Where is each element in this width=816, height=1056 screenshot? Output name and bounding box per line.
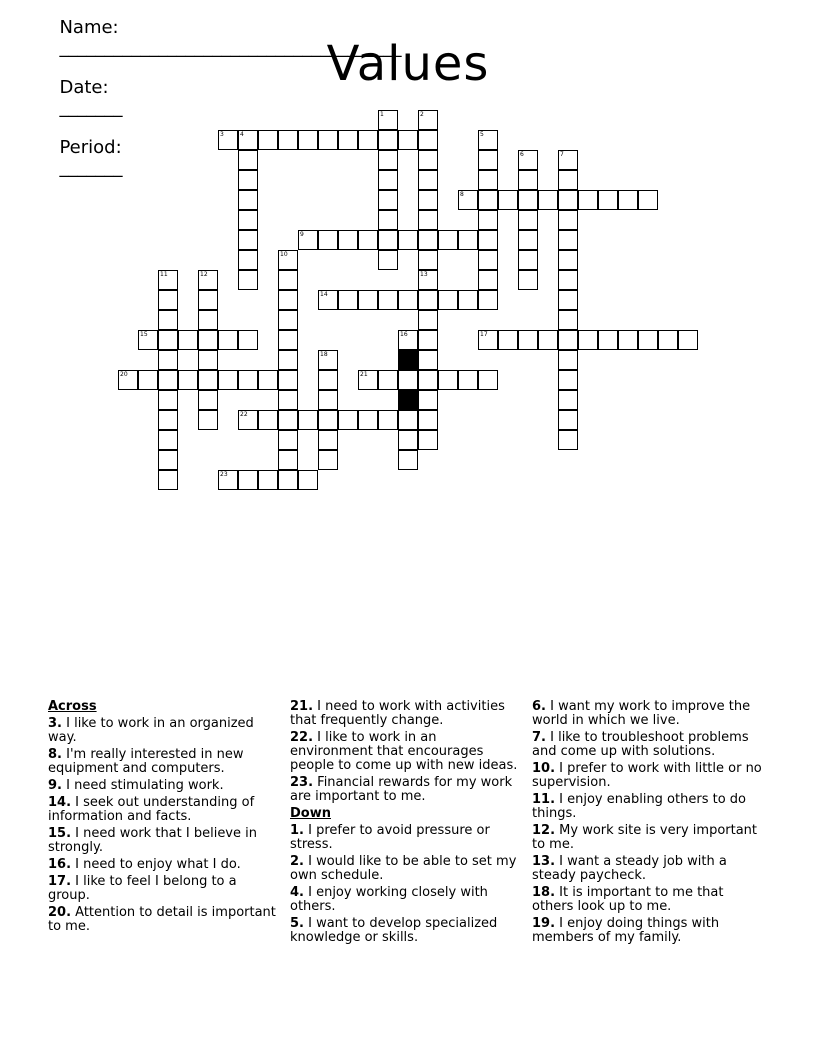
clue-item: 15. I need work that I believe in strongly. <box>48 826 257 855</box>
clue-number: 15 <box>140 331 148 338</box>
crossword-cell[interactable] <box>498 190 518 210</box>
crossword-cell[interactable] <box>478 130 498 150</box>
clue-number: 6 <box>520 151 524 158</box>
crossword-cell[interactable] <box>558 430 578 450</box>
crossword-cell[interactable] <box>318 230 338 250</box>
clue-item: 1. I prefer to avoid pressure or stress. <box>290 823 490 852</box>
crossword-cell[interactable] <box>658 330 678 350</box>
crossword-cell[interactable] <box>518 230 538 250</box>
crossword-cell[interactable] <box>478 170 498 190</box>
crossword-cell[interactable] <box>158 270 178 290</box>
crossword-cell[interactable] <box>378 150 398 170</box>
period-label: Period: <box>59 137 122 158</box>
clue-number: 22 <box>240 411 248 418</box>
crossword-cell[interactable] <box>478 150 498 170</box>
clue-item: 9. I need stimulating work. <box>48 778 224 793</box>
page-title: Values <box>326 36 490 92</box>
clue-item: 18. It is important to me that others look up to me. <box>532 885 724 914</box>
crossword-cell[interactable] <box>558 250 578 270</box>
crossword-cell[interactable] <box>418 250 438 270</box>
clue-item: 4. I enjoy working closely with others. <box>290 885 488 914</box>
clue-item: 23. Financial rewards for my work are important to me. <box>290 775 513 804</box>
crossword-cell[interactable] <box>378 370 398 390</box>
period-blank[interactable]: _______ <box>59 157 123 178</box>
crossword-cell[interactable] <box>178 330 198 350</box>
clue-heading: Across <box>48 699 97 714</box>
crossword-cell[interactable] <box>198 290 218 310</box>
crossword-cell[interactable] <box>478 250 498 270</box>
clue-number: 16 <box>400 331 408 338</box>
crossword-cell[interactable] <box>398 450 418 470</box>
crossword-cell[interactable] <box>198 410 218 430</box>
clue-item: 19. I enjoy doing things with members of my family. <box>532 916 720 945</box>
crossword-cell[interactable] <box>358 410 378 430</box>
crossword-cell[interactable] <box>198 310 218 330</box>
crossword-cell[interactable] <box>478 370 498 390</box>
crossword-cell[interactable] <box>618 190 638 210</box>
clue-number: 3 <box>220 131 224 138</box>
clue-number: 8 <box>460 191 464 198</box>
crossword-cell[interactable] <box>678 330 698 350</box>
clue-number: 5 <box>480 131 484 138</box>
crossword-cell[interactable] <box>278 270 298 290</box>
crossword-cell[interactable] <box>598 190 618 210</box>
crossword-cell[interactable] <box>418 430 438 450</box>
crossword-cell[interactable] <box>278 350 298 370</box>
crossword-cell[interactable] <box>198 370 218 390</box>
crossword-cell[interactable] <box>338 290 358 310</box>
crossword-cell[interactable] <box>338 410 358 430</box>
crossword-cell[interactable] <box>318 350 338 370</box>
crossword-cell[interactable] <box>518 250 538 270</box>
clue-item: 2. I would like to be able to set my own schedule. <box>290 854 517 883</box>
clue-item: 20. Attention to detail is important to me. <box>48 905 276 934</box>
crossword-cell[interactable] <box>198 390 218 410</box>
crossword-cell[interactable] <box>378 250 398 270</box>
crossword-cell[interactable] <box>318 130 338 150</box>
clue-number: 11 <box>160 271 168 278</box>
crossword-cell[interactable] <box>358 130 378 150</box>
crossword-cell[interactable] <box>238 190 258 210</box>
crossword-cell[interactable] <box>418 330 438 350</box>
crossword-cell[interactable] <box>238 150 258 170</box>
crossword-cell[interactable] <box>478 290 498 310</box>
crossword-cell[interactable] <box>458 190 478 210</box>
crossword-cell[interactable] <box>418 210 438 230</box>
crossword-cell[interactable] <box>458 370 478 390</box>
clue-number: 1 <box>380 111 384 118</box>
name-blank[interactable]: ______________________________________ <box>59 37 402 58</box>
crossword-cell[interactable] <box>198 330 218 350</box>
crossword-cell[interactable] <box>378 290 398 310</box>
crossword-cell[interactable] <box>318 290 338 310</box>
crossword-cell[interactable] <box>578 330 598 350</box>
crossword-cell[interactable] <box>498 330 518 350</box>
crossword-cell[interactable] <box>558 350 578 370</box>
clue-item: 16. I need to enjoy what I do. <box>48 857 241 872</box>
crossword-cell[interactable] <box>278 390 298 410</box>
crossword-cell[interactable] <box>158 430 178 450</box>
crossword-cell[interactable] <box>238 250 258 270</box>
crossword-cell[interactable] <box>318 390 338 410</box>
crossword-cell[interactable] <box>418 350 438 370</box>
crossword-cell[interactable] <box>558 270 578 290</box>
clue-number: 23 <box>220 471 228 478</box>
crossword-cell[interactable] <box>558 210 578 230</box>
crossword-cell[interactable] <box>398 330 418 350</box>
crossword-cell[interactable] <box>258 370 278 390</box>
crossword-cell[interactable] <box>558 310 578 330</box>
crossword-cell[interactable] <box>518 150 538 170</box>
clue-item: 3. I like to work in an organized way. <box>48 716 254 745</box>
crossword-cell[interactable] <box>418 190 438 210</box>
crossword-cell[interactable] <box>198 270 218 290</box>
crossword-cell[interactable] <box>278 470 298 490</box>
crossword-cell[interactable] <box>298 130 318 150</box>
crossword-cell[interactable] <box>158 350 178 370</box>
clue-number: 14 <box>320 291 328 298</box>
crossword-cell[interactable] <box>238 210 258 230</box>
crossword-cell[interactable] <box>398 370 418 390</box>
crossword-cell[interactable] <box>558 230 578 250</box>
crossword-cell[interactable] <box>218 130 238 150</box>
crossword-cell[interactable] <box>238 230 258 250</box>
crossword-cell[interactable] <box>618 330 638 350</box>
clue-item: 21. I need to work with activities that frequently change. <box>290 699 505 728</box>
clue-heading: Down <box>290 806 331 821</box>
crossword-cell[interactable] <box>438 230 458 250</box>
date-label: Date: <box>59 77 109 98</box>
clue-item: 13. I want a steady job with a steady paycheck. <box>532 854 727 883</box>
crossword-cell[interactable] <box>398 290 418 310</box>
crossword-cell[interactable] <box>418 230 438 250</box>
crossword-cell[interactable] <box>158 390 178 410</box>
crossword-cell[interactable] <box>638 330 658 350</box>
crossword-cell[interactable] <box>438 370 458 390</box>
crossword-cell[interactable] <box>258 410 278 430</box>
crossword-cell[interactable] <box>338 230 358 250</box>
crossword-cell[interactable] <box>398 410 418 430</box>
crossword-cell[interactable] <box>298 470 318 490</box>
crossword-cell[interactable] <box>518 190 538 210</box>
crossword-cell[interactable] <box>418 130 438 150</box>
crossword-cell[interactable] <box>218 470 238 490</box>
crossword-cell[interactable] <box>458 290 478 310</box>
crossword-cell[interactable] <box>238 270 258 290</box>
crossword-cell[interactable] <box>238 410 258 430</box>
crossword-cell[interactable] <box>278 430 298 450</box>
clue-item: 8. I'm really interested in new equipment and computers. <box>48 747 244 776</box>
crossword-cell[interactable] <box>558 370 578 390</box>
clue-number: 13 <box>420 271 428 278</box>
clue-number: 12 <box>200 271 208 278</box>
crossword-cell[interactable] <box>158 450 178 470</box>
crossword-cell[interactable] <box>378 190 398 210</box>
crossword-cell[interactable] <box>138 330 158 350</box>
black-square <box>398 390 418 410</box>
crossword-cell[interactable] <box>138 370 158 390</box>
crossword-cell[interactable] <box>358 290 378 310</box>
crossword-cell[interactable] <box>398 130 418 150</box>
crossword-cell[interactable] <box>178 370 198 390</box>
clue-number: 9 <box>300 231 304 238</box>
crossword-cell[interactable] <box>358 230 378 250</box>
crossword-cell[interactable] <box>418 110 438 130</box>
crossword-cell[interactable] <box>558 410 578 430</box>
crossword-cell[interactable] <box>558 330 578 350</box>
crossword-cell[interactable] <box>598 330 618 350</box>
crossword-cell[interactable] <box>158 330 178 350</box>
crossword-cell[interactable] <box>238 470 258 490</box>
clue-item: 14. I seek out understanding of information and facts. <box>48 795 255 824</box>
clue-number: 21 <box>360 371 368 378</box>
crossword-cell[interactable] <box>478 330 498 350</box>
crossword-cell[interactable] <box>258 130 278 150</box>
clue-column-3 <box>532 700 764 948</box>
crossword-cell[interactable] <box>358 370 378 390</box>
crossword-cell[interactable] <box>158 370 178 390</box>
crossword-cell[interactable] <box>518 330 538 350</box>
clue-item: 7. I like to troubleshoot problems and come up with solutions. <box>532 730 749 759</box>
crossword-cell[interactable] <box>478 230 498 250</box>
crossword-cell[interactable] <box>438 290 458 310</box>
crossword-cell[interactable] <box>478 190 498 210</box>
crossword-grid <box>0 0 816 520</box>
date-blank[interactable]: _______ <box>59 97 123 118</box>
crossword-cell[interactable] <box>418 150 438 170</box>
crossword-cell[interactable] <box>378 210 398 230</box>
crossword-cell[interactable] <box>638 190 658 210</box>
crossword-cell[interactable] <box>558 290 578 310</box>
crossword-cell[interactable] <box>278 250 298 270</box>
crossword-cell[interactable] <box>218 370 238 390</box>
crossword-cell[interactable] <box>418 370 438 390</box>
crossword-cell[interactable] <box>158 310 178 330</box>
crossword-cell[interactable] <box>238 170 258 190</box>
clue-item: 12. My work site is very important to me. <box>532 823 758 852</box>
clue-number: 10 <box>280 251 288 258</box>
clue-item: 17. I like to feel I belong to a group. <box>48 874 237 903</box>
crossword-cell[interactable] <box>318 370 338 390</box>
crossword-cell[interactable] <box>558 190 578 210</box>
clue-item: 10. I prefer to work with little or no supervision. <box>532 761 762 790</box>
crossword-cell[interactable] <box>398 230 418 250</box>
crossword-cell[interactable] <box>558 390 578 410</box>
clue-column-1 <box>48 700 280 937</box>
crossword-cell[interactable] <box>378 110 398 130</box>
clue-number: 17 <box>480 331 488 338</box>
crossword-cell[interactable] <box>458 230 478 250</box>
clue-number: 18 <box>320 351 328 358</box>
crossword-cell[interactable] <box>278 310 298 330</box>
crossword-cell[interactable] <box>278 130 298 150</box>
crossword-cell[interactable] <box>278 290 298 310</box>
crossword-cell[interactable] <box>278 410 298 430</box>
crossword-cell[interactable] <box>578 190 598 210</box>
clue-number: 4 <box>240 131 244 138</box>
crossword-cell[interactable] <box>298 410 318 430</box>
crossword-cell[interactable] <box>518 170 538 190</box>
clue-item: 6. I want my work to improve the world in which we live. <box>532 699 751 728</box>
crossword-cell[interactable] <box>298 230 318 250</box>
name-label: Name: <box>59 17 119 38</box>
crossword-cell[interactable] <box>418 410 438 430</box>
black-square <box>398 350 418 370</box>
crossword-cell[interactable] <box>418 310 438 330</box>
crossword-cell[interactable] <box>318 430 338 450</box>
crossword-cell[interactable] <box>258 470 278 490</box>
crossword-cell[interactable] <box>558 150 578 170</box>
crossword-cell[interactable] <box>418 390 438 410</box>
crossword-cell[interactable] <box>278 450 298 470</box>
crossword-cell[interactable] <box>378 410 398 430</box>
clue-item: 11. I enjoy enabling others to do things. <box>532 792 746 821</box>
crossword-cell[interactable] <box>478 210 498 230</box>
crossword-cell[interactable] <box>378 170 398 190</box>
crossword-cell[interactable] <box>158 410 178 430</box>
clue-item: 22. I like to work in an environment that encourages people to come up with new ideas. <box>290 730 518 773</box>
crossword-cell[interactable] <box>318 410 338 430</box>
crossword-cell[interactable] <box>538 330 558 350</box>
crossword-cell[interactable] <box>198 350 218 370</box>
crossword-cell[interactable] <box>158 470 178 490</box>
clue-item: 5. I want to develop specialized knowledge or skills. <box>290 916 498 945</box>
crossword-cell[interactable] <box>278 370 298 390</box>
clue-number: 20 <box>120 371 128 378</box>
clue-number: 7 <box>560 151 564 158</box>
clue-number: 2 <box>420 111 424 118</box>
crossword-cell[interactable] <box>158 290 178 310</box>
crossword-cell[interactable] <box>558 170 578 190</box>
crossword-cell[interactable] <box>518 270 538 290</box>
crossword-cell[interactable] <box>218 330 238 350</box>
crossword-cell[interactable] <box>418 170 438 190</box>
crossword-cell[interactable] <box>398 430 418 450</box>
clue-column-2 <box>290 700 522 948</box>
crossword-cell[interactable] <box>238 370 258 390</box>
crossword-cell[interactable] <box>338 130 358 150</box>
crossword-cell[interactable] <box>538 190 558 210</box>
crossword-cell[interactable] <box>238 130 258 150</box>
crossword-cell[interactable] <box>378 130 398 150</box>
crossword-cell[interactable] <box>478 270 498 290</box>
crossword-cell[interactable] <box>378 230 398 250</box>
crossword-cell[interactable] <box>418 290 438 310</box>
crossword-cell[interactable] <box>278 330 298 350</box>
crossword-cell[interactable] <box>238 330 258 350</box>
crossword-cell[interactable] <box>518 210 538 230</box>
crossword-cell[interactable] <box>418 270 438 290</box>
crossword-cell[interactable] <box>118 370 138 390</box>
crossword-cell[interactable] <box>318 450 338 470</box>
